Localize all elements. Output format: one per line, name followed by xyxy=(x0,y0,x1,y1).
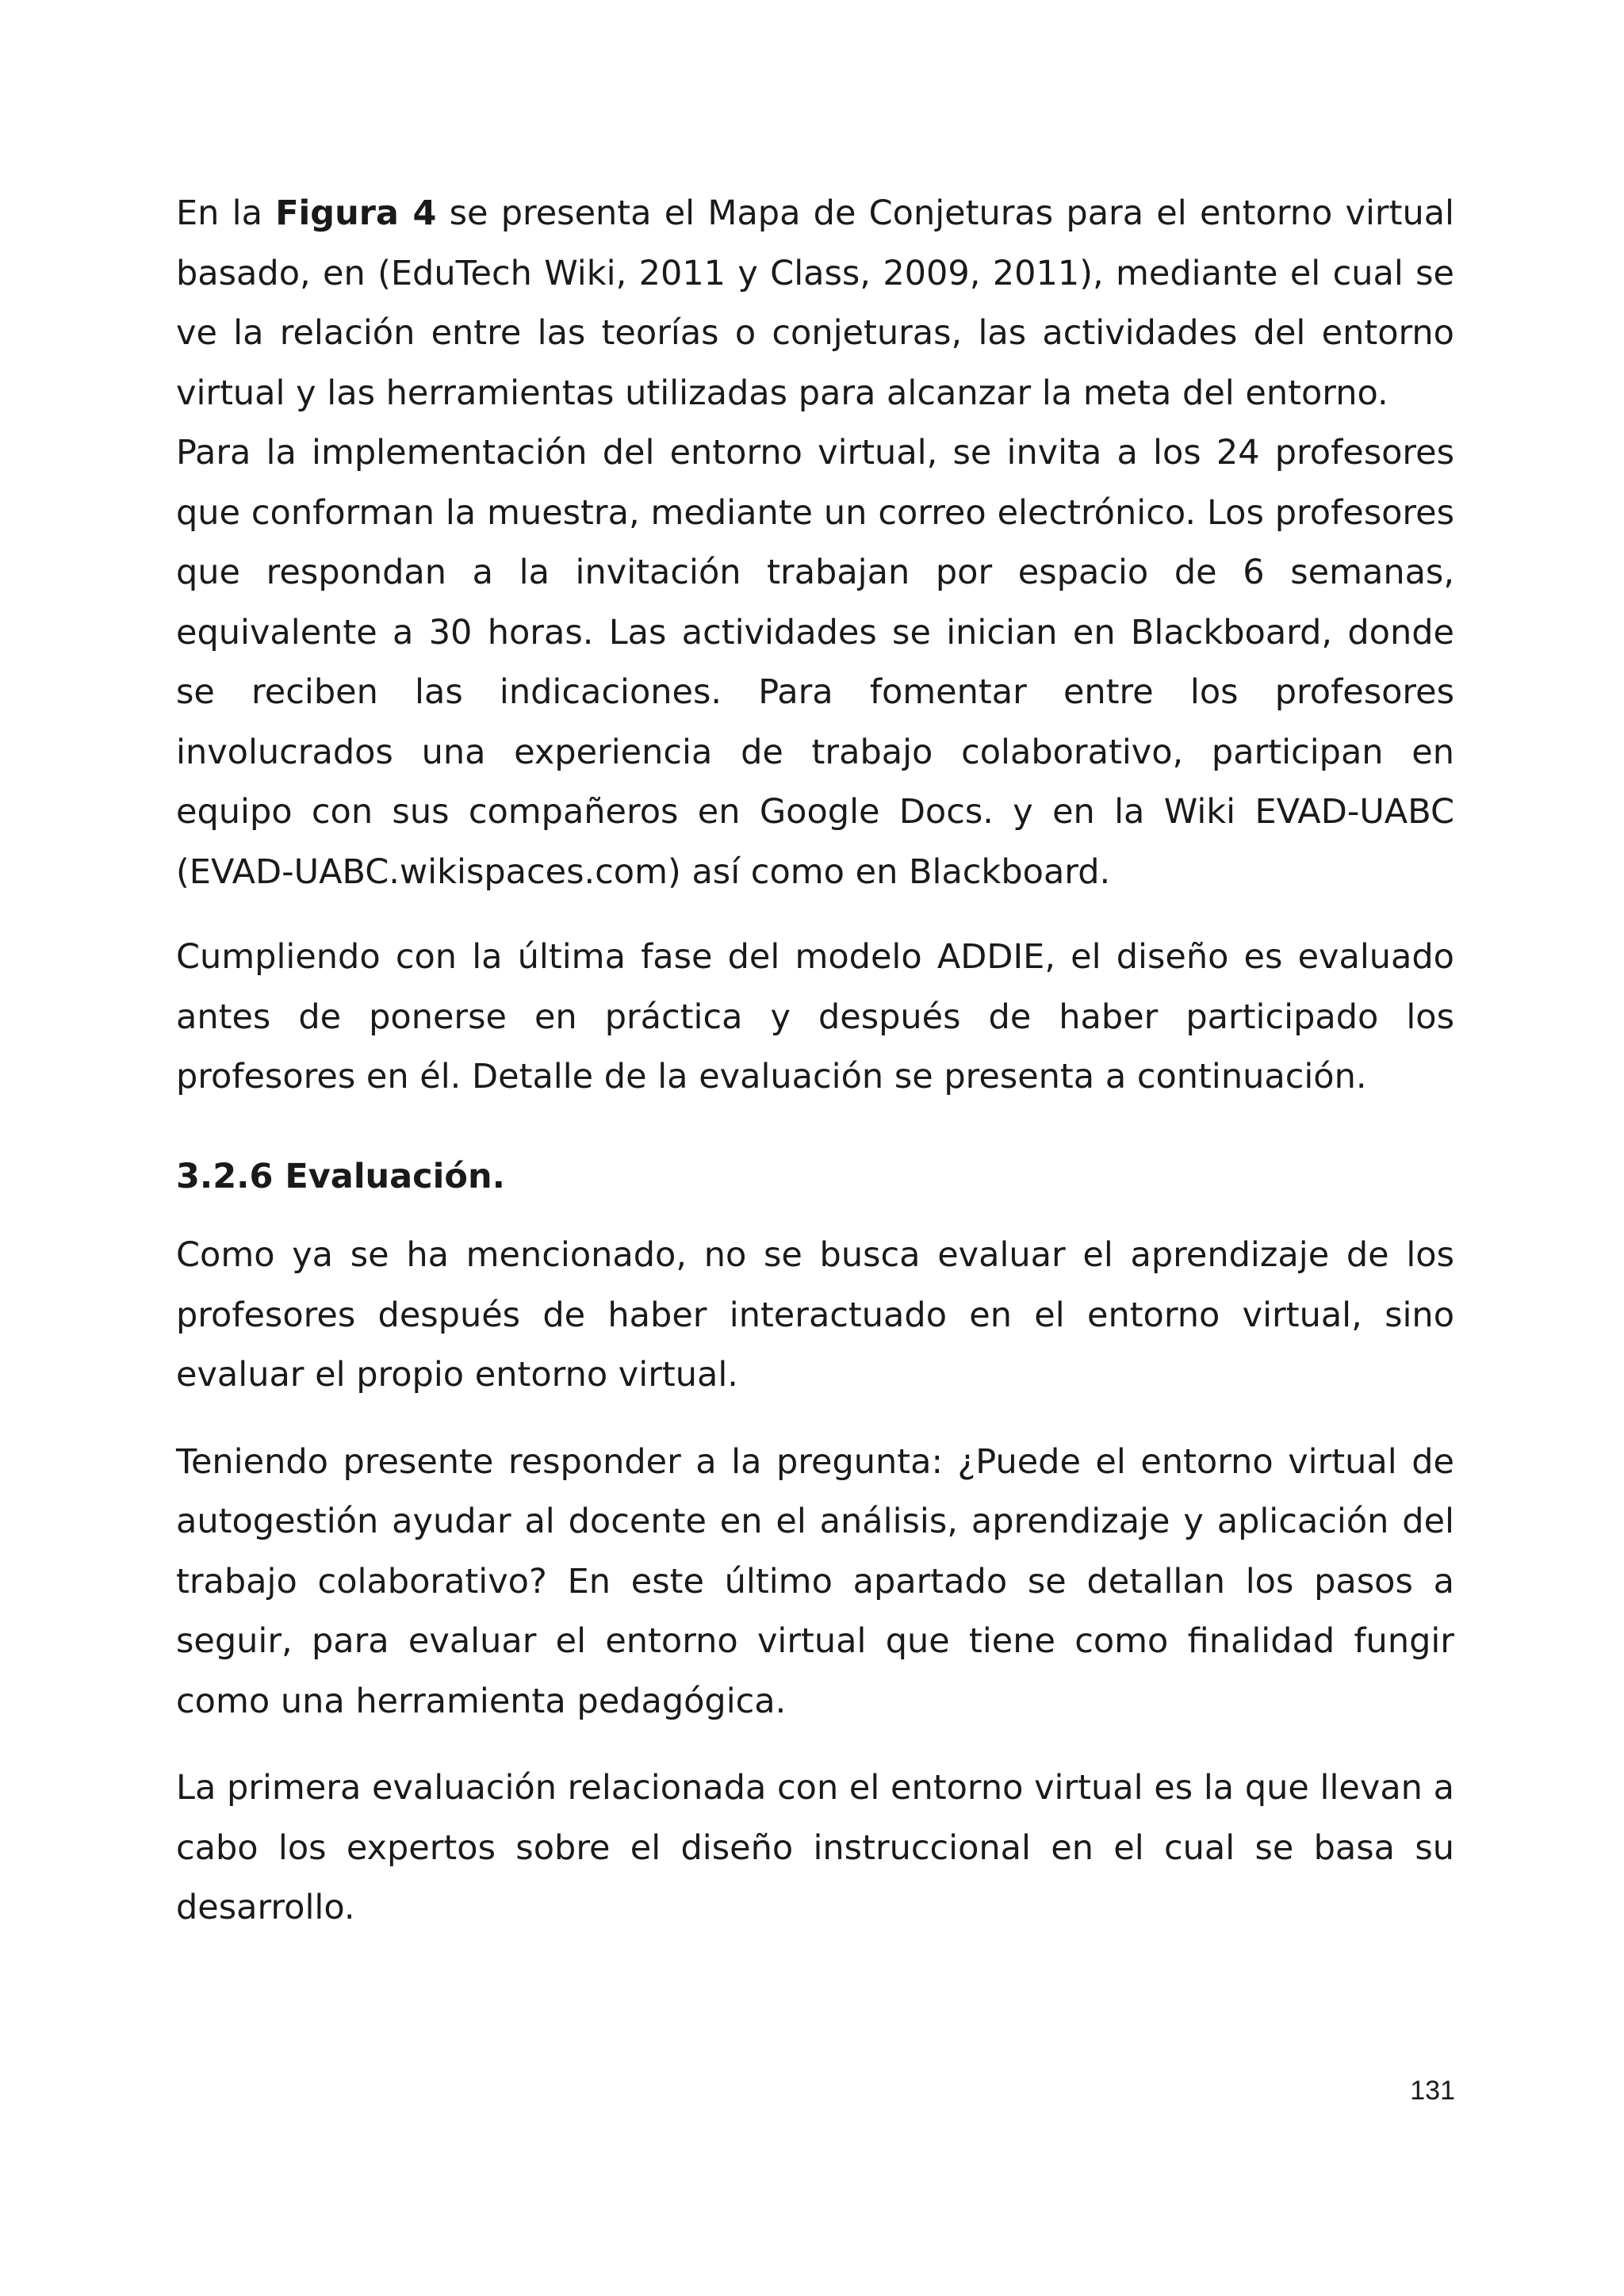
paragraph-addie: Cumpliendo con la última fase del modelo ADDIE, el diseño es evaluado antes de ponerse en práctica y después de haber participado los profesores en él. Detalle de la evaluación se presenta a continuación. xyxy=(176,937,1454,1096)
paragraph-implementation: Para la implementación del entorno virtual, se invita a los 24 profesores que conforman la muestra, mediante un correo electrónico. Los profesores que respondan a la invitación trabajan por espacio de 6 semanas, equivalente a 30 horas. Las actividades se inician en Blackboard, donde se reciben las indicaciones. Para fomentar entre los profesores involucrados una experiencia de trabajo colaborativo, participan en equipo con sus compañeros en Google Docs. y en la Wiki EVAD-UABC (EVAD-UABC.wikispaces.com) así como en Blackboard. xyxy=(176,433,1454,892)
figure-reference: Figura 4 xyxy=(275,193,437,233)
page-body xyxy=(176,184,1454,1938)
paragraph-research-question: Teniendo presente responder a la pregunta: ¿Puede el entorno virtual de autogestión ayudar al docente en el análisis, aprendizaje y aplicación del trabajo colaborativo? En este último apartado se detallan los pasos a seguir, para evaluar el entorno virtual que tiene como finalidad fungir como una herramienta pedagógica. xyxy=(176,1441,1454,1721)
paragraph-text: se presenta el Mapa de Conjeturas para el entorno virtual basado, en (EduTech Wiki, 2011 y Class, 2009, 2011), mediante el cual se ve la relación entre las teorías o conjeturas, las actividades del entorno virtual y las herramientas utilizadas para alcanzar la meta del entorno. xyxy=(176,193,1455,413)
paragraph-figure-4-intro xyxy=(176,184,1454,423)
paragraph-evaluation-scope: Como ya se ha mencionado, no se busca evaluar el aprendizaje de los profesores después de haber interactuado en el entorno virtual, sino evaluar el propio entorno virtual. xyxy=(176,1235,1454,1395)
page-number: 131 xyxy=(1410,2076,1455,2106)
paragraph-text: En la xyxy=(176,193,276,233)
section-heading: 3.2.6 Evaluación. xyxy=(176,1156,505,1196)
paragraph-first-evaluation: La primera evaluación relacionada con el entorno virtual es la que llevan a cabo los expertos sobre el diseño instruccional en el cual se basa su desarrollo. xyxy=(176,1768,1454,1927)
